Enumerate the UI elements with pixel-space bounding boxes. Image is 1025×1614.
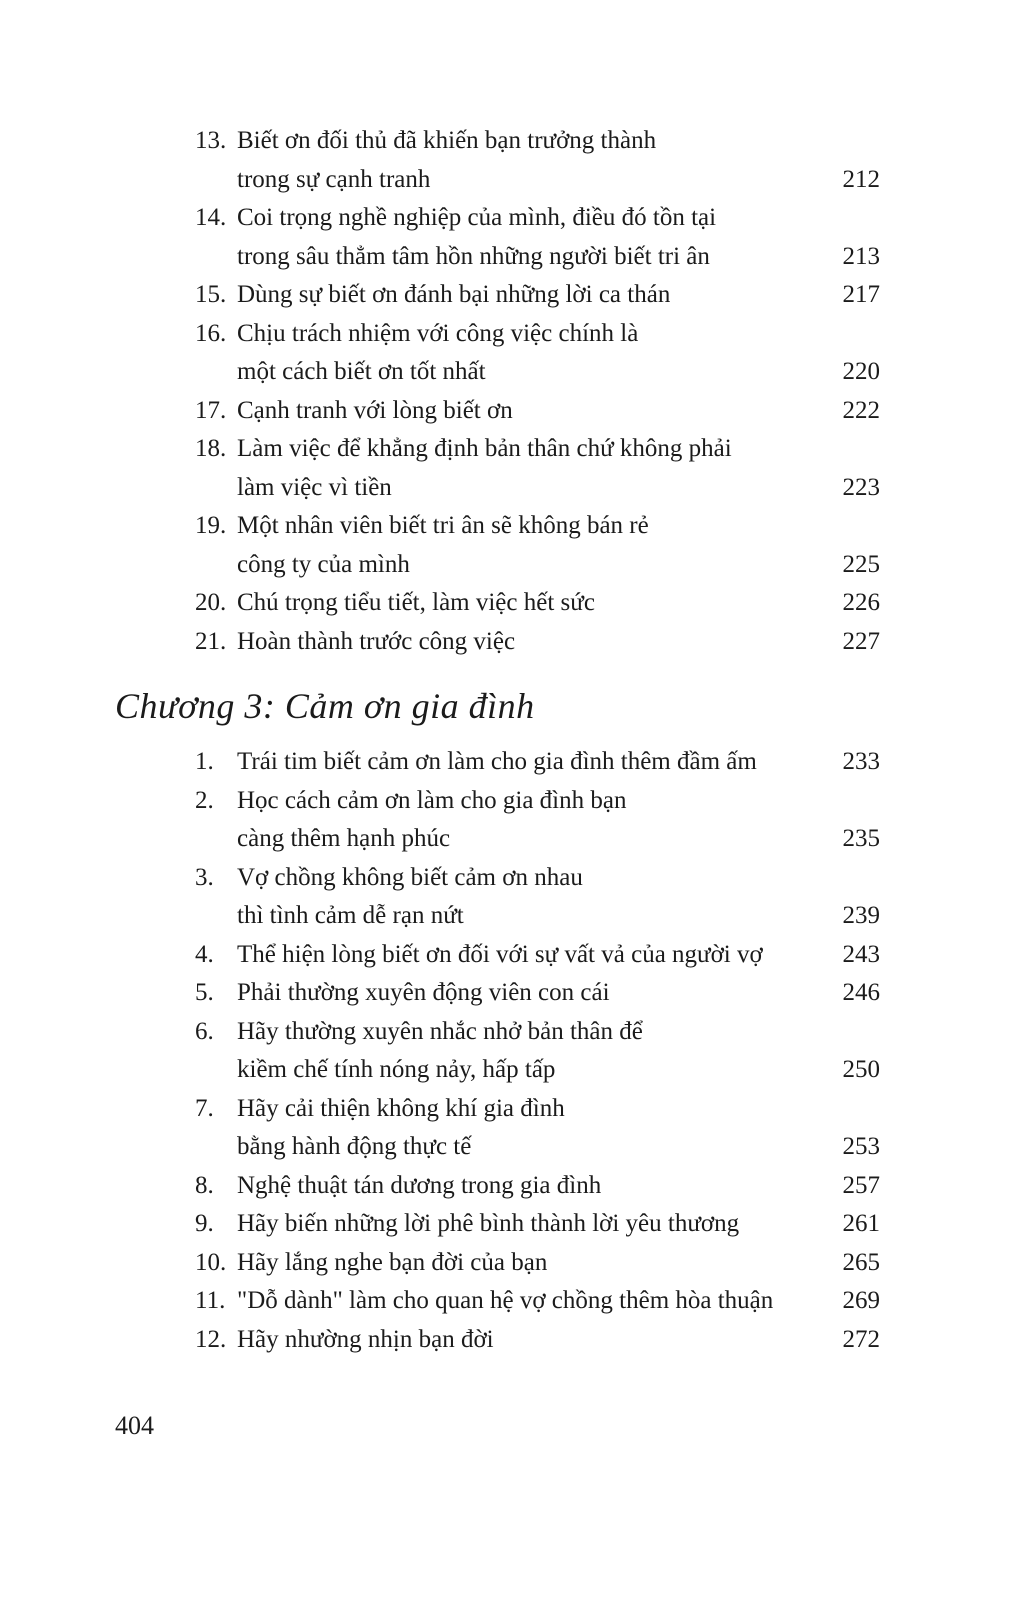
toc-entry [195, 743, 880, 782]
entry-number: 11. [195, 1287, 226, 1314]
entry-title: Biết ơn đối thủ đã khiến bạn trưởng thành [237, 127, 657, 154]
entry-title: thì tình cảm dễ rạn nứt [237, 902, 464, 929]
toc-entry [195, 1282, 880, 1321]
toc-entry-line [195, 1090, 880, 1129]
entry-title: trong sâu thẳm tâm hồn những người biết tri ân [237, 242, 710, 270]
toc-entry-line [195, 584, 880, 623]
entry-page-number: 265 [842, 1248, 880, 1276]
toc-entry-line [195, 1282, 880, 1321]
toc-entry [195, 276, 880, 315]
entry-page-number: 235 [842, 825, 880, 852]
toc-content [115, 122, 880, 1359]
toc-entry-line [195, 623, 880, 662]
entry-title: Cạnh tranh với lòng biết ơn [237, 396, 513, 424]
toc-entry-line [195, 353, 880, 392]
entry-number: 21. [195, 627, 227, 655]
entry-page-number: 250 [842, 1056, 880, 1083]
entry-title: Dùng sự biết ơn đánh bại những lời ca thán [237, 281, 671, 308]
toc-entry-line [195, 546, 880, 585]
toc-entry [195, 315, 880, 392]
entry-number: 16. [195, 319, 227, 347]
toc-list [115, 743, 880, 1359]
toc-entry-line [195, 859, 880, 898]
entry-number: 12. [195, 1325, 227, 1353]
entry-title: Hoàn thành trước công việc [237, 627, 516, 655]
toc-entry-line [195, 897, 880, 936]
entry-number: 19. [195, 512, 227, 539]
toc-entry-line [195, 161, 880, 200]
entry-page-number: 212 [842, 165, 880, 193]
entry-title: Hãy thường xuyên nhắc nhở bản thân để [237, 1017, 643, 1045]
entry-page-number: 272 [842, 1325, 880, 1353]
toc-entry-line [195, 199, 880, 238]
toc-entry-line [195, 238, 880, 277]
toc-entry [195, 1321, 880, 1360]
entry-title: Hãy nhường nhịn bạn đời [237, 1325, 494, 1353]
entry-number: 14. [195, 204, 227, 231]
entry-title: Hãy biến những lời phê bình thành lời yêu thương [237, 1210, 740, 1237]
entry-number: 3. [195, 863, 214, 891]
entry-number: 18. [195, 435, 227, 462]
page-folio: 404 [115, 1411, 154, 1440]
entry-title: công ty của mình [237, 550, 410, 578]
entry-title: "Dỗ dành" làm cho quan hệ vợ chồng thêm hòa thuận [237, 1287, 774, 1314]
entry-title: Chú trọng tiểu tiết, làm việc hết sức [237, 589, 595, 616]
entry-number: 17. [195, 396, 227, 424]
entry-page-number: 226 [842, 589, 880, 616]
toc-entry-line [195, 1167, 880, 1206]
toc-entry-line [195, 507, 880, 546]
entry-title: Chịu trách nhiệm với công việc chính là [237, 319, 639, 347]
entry-page-number: 220 [842, 358, 880, 385]
toc-entry [195, 584, 880, 623]
toc-entry [195, 859, 880, 936]
entry-number: 1. [195, 748, 214, 775]
toc-entry [195, 122, 880, 199]
entry-number: 6. [195, 1017, 214, 1045]
toc-entry [195, 1013, 880, 1090]
toc-entry-line [195, 315, 880, 354]
entry-page-number: 269 [842, 1287, 880, 1314]
entry-number: 10. [195, 1248, 227, 1276]
toc-entry [195, 623, 880, 662]
entry-title: Vợ chồng không biết cảm ơn nhau [237, 863, 583, 891]
chapter-heading: Chương 3: Cảm ơn gia đình [115, 686, 535, 726]
entry-page-number: 217 [842, 281, 880, 308]
entry-page-number: 243 [842, 940, 880, 968]
toc-entry [195, 1244, 880, 1283]
toc-entry [195, 936, 880, 975]
toc-entry-line [195, 936, 880, 975]
toc-entry-line [195, 1205, 880, 1244]
entry-title: Hãy lắng nghe bạn đời của bạn [237, 1248, 548, 1276]
toc-entry [195, 1205, 880, 1244]
toc-entry [195, 430, 880, 507]
toc-entry-line [195, 392, 880, 431]
entry-title: Nghệ thuật tán dương trong gia đình [237, 1171, 602, 1199]
entry-title: càng thêm hạnh phúc [237, 825, 451, 852]
toc-entry [195, 1167, 880, 1206]
entry-title: Thể hiện lòng biết ơn đối với sự vất vả của người vợ [237, 940, 763, 968]
entry-page-number: 239 [842, 902, 880, 929]
toc-entry-line [195, 276, 880, 315]
entry-number: 4. [195, 940, 214, 968]
toc-entry-line [195, 1051, 880, 1090]
toc-entry-line [195, 820, 880, 859]
entry-number: 5. [195, 979, 214, 1006]
entry-number: 20. [195, 589, 227, 616]
entry-page-number: 261 [842, 1210, 880, 1237]
toc-entry-line [195, 1244, 880, 1283]
entry-number: 15. [195, 281, 227, 308]
toc-entry [195, 1090, 880, 1167]
entry-page-number: 223 [842, 473, 880, 501]
entry-title: Phải thường xuyên động viên con cái [237, 979, 610, 1006]
toc-entry-line [195, 1013, 880, 1052]
entry-title: một cách biết ơn tốt nhất [237, 358, 486, 385]
entry-page-number: 225 [842, 550, 880, 578]
toc-entry-line [195, 430, 880, 469]
toc-entry [195, 974, 880, 1013]
entry-title: Làm việc để khẳng định bản thân chứ không phải [237, 435, 732, 462]
entry-page-number: 257 [842, 1171, 880, 1199]
entry-title: bằng hành động thực tế [237, 1133, 472, 1160]
toc-entry-line [195, 122, 880, 161]
toc-entry [195, 782, 880, 859]
entry-page-number: 246 [842, 979, 880, 1006]
entry-title: kiềm chế tính nóng nảy, hấp tấp [237, 1056, 556, 1083]
entry-title: Một nhân viên biết tri ân sẽ không bán rẻ [237, 512, 649, 539]
entry-title: Trái tim biết cảm ơn làm cho gia đình thêm đầm ấm [237, 748, 757, 775]
toc-entry [195, 199, 880, 276]
entry-number: 7. [195, 1094, 214, 1122]
toc-entry [195, 392, 880, 431]
entry-title: làm việc vì tiền [237, 473, 392, 501]
entry-title: Học cách cảm ơn làm cho gia đình bạn [237, 786, 627, 814]
entry-title: Hãy cải thiện không khí gia đình [237, 1094, 565, 1122]
entry-number: 13. [195, 127, 227, 154]
entry-title: Coi trọng nghề nghiệp của mình, điều đó tồn tại [237, 204, 717, 231]
toc-entry-line [195, 782, 880, 821]
toc-entry-line [195, 743, 880, 782]
toc-entry-line [195, 469, 880, 508]
entry-number: 9. [195, 1210, 214, 1237]
toc-entry-line [195, 974, 880, 1013]
toc-entry-line [195, 1321, 880, 1360]
entry-title: trong sự cạnh tranh [237, 165, 431, 193]
toc-entry-line [195, 1128, 880, 1167]
entry-page-number: 213 [842, 242, 880, 270]
entry-page-number: 233 [842, 748, 880, 775]
entry-number: 2. [195, 786, 214, 814]
toc-list [115, 122, 880, 661]
toc-entry [195, 507, 880, 584]
entry-page-number: 253 [842, 1133, 880, 1160]
entry-page-number: 222 [842, 396, 880, 424]
entry-number: 8. [195, 1171, 214, 1199]
entry-page-number: 227 [842, 627, 880, 655]
